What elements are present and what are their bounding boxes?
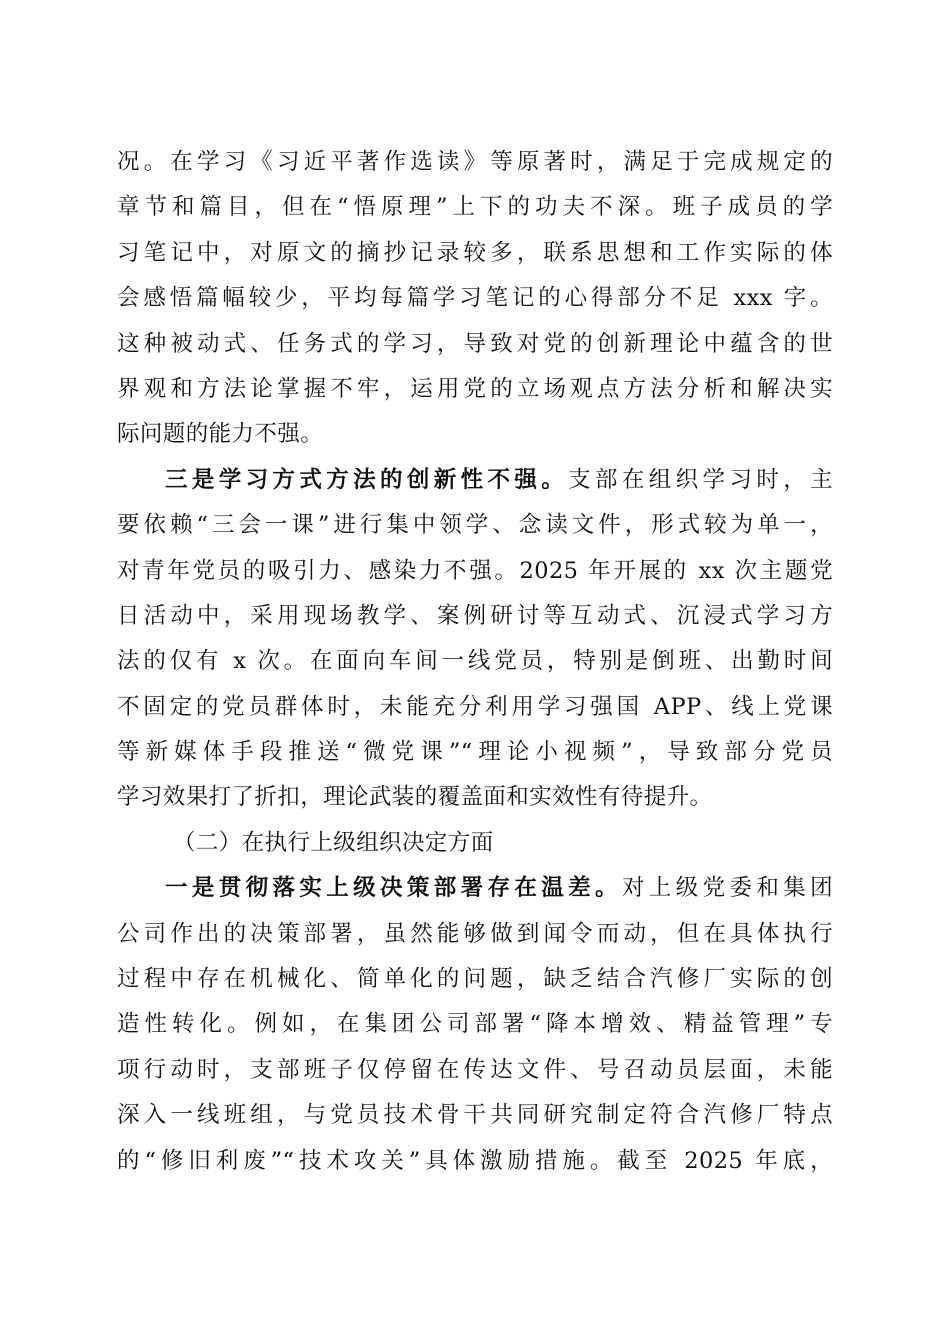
text-line: 深入一线班组，与党员技术骨干共同研究制定符合汽修厂特点 [117,1102,833,1129]
text-line: 过程中存在机械化、简单化的问题，缺乏结合汽修厂实际的创 [117,966,833,993]
text-line: 不固定的党员群体时，未能充分利用学习强国 APP、线上党课 [117,693,833,720]
text-line: 公司作出的决策部署，虽然能够做到闻令而动，但在具体执行 [117,920,833,947]
text-line: 法的仅有 x 次。在面向车间一线党员，特别是倒班、出勤时间 [117,648,833,675]
text-line: 会感悟篇幅较少，平均每篇学习笔记的心得部分不足 xxx 字。 [117,285,833,312]
text-line: 日活动中，采用现场教学、案例研讨等互动式、沉浸式学习方 [117,602,833,629]
text-line: 项行动时，支部班子仅停留在传达文件、号召动员层面，未能 [117,1056,833,1083]
document-body [117,140,833,1184]
paragraph-lead: 三是学习方式方法的创新性不强。 [165,466,569,493]
text-line: 界观和方法论掌握不牢，运用党的立场观点方法分析和解决实 [117,375,833,402]
text-line: 习笔记中，对原文的摘抄记录较多，联系思想和工作实际的体 [117,239,833,266]
text-line: 学习效果打了折扣，理论武装的覆盖面和实效性有待提升。 [117,784,713,811]
text-line [117,866,833,911]
paragraph-3 [117,866,833,1184]
paragraph-lead: 一是贯彻落实上级决策部署存在温差。 [165,875,622,902]
text-line: 的“修旧利废”“技术攻关”具体激励措施。截至 2025 年底， [117,1147,833,1174]
paragraph-text: 对上级党委和集团 [621,875,833,902]
text-line: 章节和篇目，但在“悟原理”上下的功夫不深。班子成员的学 [117,194,833,221]
text-line: 对青年党员的吸引力、感染力不强。2025 年开展的 xx 次主题党 [117,557,833,584]
text-line: 况。在学习《习近平著作选读》等原著时，满足于完成规定的 [117,149,833,175]
paragraph-text: 支部在组织学习时，主 [568,466,833,493]
paragraph-1 [117,140,833,458]
text-line: 要依赖“三会一课”进行集中领学、念读文件，形式较为单一， [117,512,833,539]
text-line: 际问题的能力不强。 [117,421,324,448]
section-heading: （二）在执行上级组织决定方面 [173,829,494,856]
text-line [117,458,833,503]
text-line: 等新媒体手段推送“微党课”“理论小视频”，导致部分党员 [117,739,833,766]
text-line: 造性转化。例如，在集团公司部署“降本增效、精益管理”专 [117,1011,833,1038]
text-line: 这种被动式、任务式的学习，导致对党的创新理论中蕴含的世 [117,330,833,357]
paragraph-2 [117,458,833,821]
